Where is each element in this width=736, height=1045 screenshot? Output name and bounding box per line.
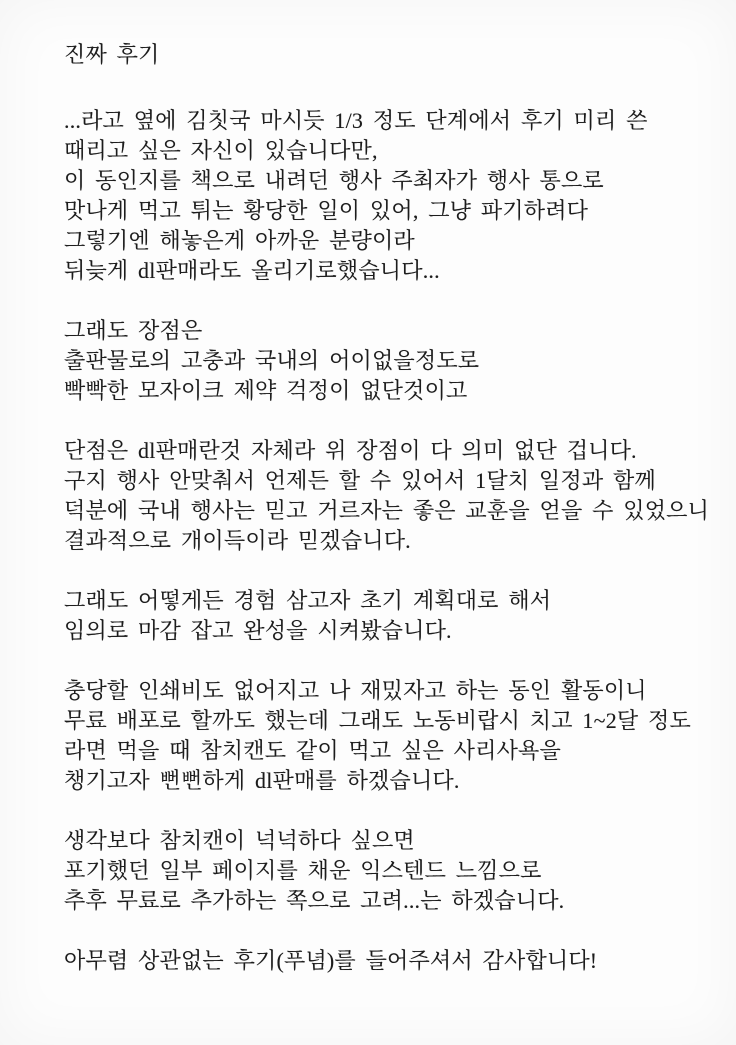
text-line: 덕분에 국내 행사는 믿고 거르자는 좋은 교훈을 얻을 수 있었으니 [64, 498, 710, 523]
text-line: ...라고 옆에 김칫국 마시듯 1/3 정도 단계에서 후기 미리 쓴 [64, 108, 648, 133]
paragraph [64, 106, 700, 286]
text-line: 그렇기엔 해놓은게 아까운 분량이라 [64, 228, 415, 253]
text-line: 뒤늦게 dl판매라도 올리기로했습니다... [64, 258, 440, 283]
text-line: 맛나게 먹고 튀는 황당한 일이 있어, 그냥 파기하려다 [64, 198, 589, 223]
text-line: 출판물로의 고충과 국내의 어이없을정도로 [64, 348, 480, 373]
page-title: 진짜 후기 [64, 42, 160, 67]
text-line: 무료 배포로 할까도 했는데 그래도 노동비랍시 치고 1~2달 정도 [64, 708, 691, 733]
text-line: 그래도 장점은 [64, 318, 203, 343]
text-line: 충당할 인쇄비도 없어지고 나 재밌자고 하는 동인 활동이니 [64, 678, 647, 703]
paragraphs-container [64, 106, 710, 976]
paragraph [64, 436, 710, 556]
text-line: 그래도 어떻게든 경험 삼고자 초기 계획대로 해서 [64, 588, 552, 613]
text-line: 때리고 싶은 자신이 있습니다만, [64, 138, 378, 163]
paragraph [64, 826, 700, 916]
document-content [64, 40, 710, 1006]
paragraph [64, 946, 700, 976]
text-line: 추후 무료로 추가하는 쪽으로 고려...는 하겠습니다. [64, 888, 565, 913]
text-line: 이 동인지를 책으로 내려던 행사 주최자가 행사 통으로 [64, 168, 604, 193]
text-line: 라면 먹을 때 참치캔도 같이 먹고 싶은 사리사욕을 [64, 738, 561, 763]
text-line: 구지 행사 안맞춰서 언제든 할 수 있어서 1달치 일정과 함께 [64, 468, 656, 493]
text-line: 아무렴 상관없는 후기(푸념)를 들어주셔서 감사합니다! [64, 948, 598, 973]
text-line: 포기했던 일부 페이지를 채운 익스텐드 느낌으로 [64, 858, 542, 883]
text-line: 결과적으로 개이득이라 믿겠습니다. [64, 528, 411, 553]
paragraph [64, 676, 700, 796]
text-line: 빡빡한 모자이크 제약 걱정이 없단것이고 [64, 378, 468, 403]
text-line: 생각보다 참치캔이 넉넉하다 싶으면 [64, 828, 415, 853]
paragraph [64, 316, 700, 406]
paragraph [64, 586, 700, 646]
text-line: 임의로 마감 잡고 완성을 시켜봤습니다. [64, 618, 452, 643]
text-line: 단점은 dl판매란것 자체라 위 장점이 다 의미 없단 겁니다. [64, 438, 637, 463]
text-line: 챙기고자 뻔뻔하게 dl판매를 하겠습니다. [64, 768, 460, 793]
